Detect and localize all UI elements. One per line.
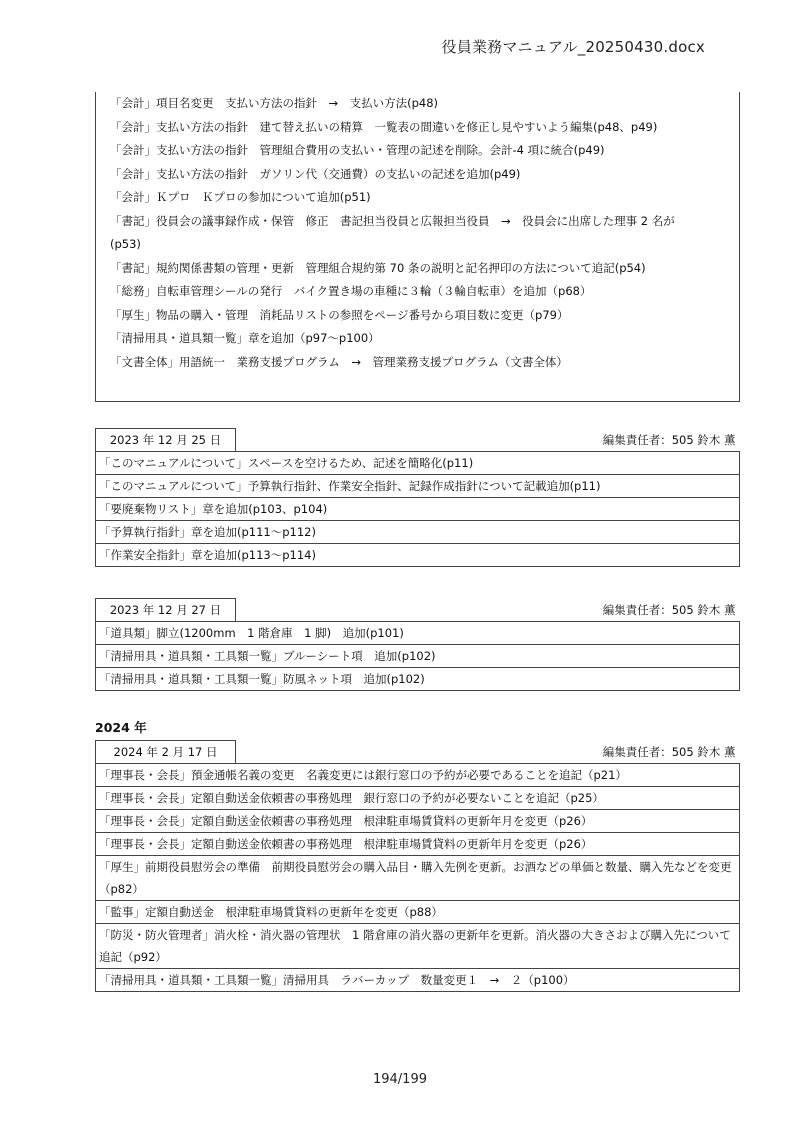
change-log-table-2023-12-25 bbox=[95, 428, 740, 567]
entry-editor: 編集責任者：505 鈴木 薫 bbox=[236, 429, 740, 452]
document-filename: 役員業務マニュアル_20250430.docx bbox=[441, 38, 705, 56]
table-row: 「要廃棄物リスト」章を追加(p103、p104) bbox=[96, 498, 740, 521]
log-line: (p53) bbox=[110, 237, 141, 251]
change-log-table-2023-12-27 bbox=[95, 598, 740, 691]
table-row: 「このマニュアルについて」予算執行指針、作業安全指針、記録作成指針について記載追加(p11) bbox=[96, 475, 740, 498]
continued-change-log bbox=[95, 92, 740, 402]
table-row: 「予算執行指針」章を追加(p111～p112) bbox=[96, 521, 740, 544]
log-line: 「清掃用具・道具類一覧」章を追加（p97～p100） bbox=[110, 331, 380, 345]
table-row: 「道具類」脚立(1200mm 1 階倉庫 1 脚) 追加(p101) bbox=[96, 622, 740, 645]
log-line: 「会計」Ｋプロ Ｋプロの参加について追加(p51) bbox=[110, 190, 371, 204]
log-line: 「厚生」物品の購入・管理 消耗品リストの参照をページ番号から項目数に変更（p79） bbox=[110, 307, 569, 322]
log-line: 「書記」規約関係書類の管理・更新 管理組合規約第 70 条の説明と記名押印の方法について追記(p54) bbox=[110, 260, 646, 275]
change-log-table-2024-02-17 bbox=[95, 740, 740, 992]
log-line: 「会計」支払い方法の指針 建て替え払いの精算 一覧表の間違いを修正し見やすいよう編集(p48、p49) bbox=[110, 119, 658, 134]
table-row: 「理事長・会長」預金通帳名義の変更 名義変更には銀行窓口の予約が必要であることを追記（p21） bbox=[96, 764, 740, 787]
entry-date: 2023 年 12 月 25 日 bbox=[96, 429, 236, 452]
table-row: 「理事長・会長」定額自動送金依頼書の事務処理 根津駐車場賃貸料の更新年月を変更（p26） bbox=[96, 810, 740, 833]
entry-date: 2023 年 12 月 27 日 bbox=[96, 599, 236, 622]
table-row: 「このマニュアルについて」スペースを空けるため、記述を簡略化(p11) bbox=[96, 452, 740, 475]
log-line: 「総務」自転車管理シールの発行 バイク置き場の車種に３輪（３輪自転車）を追加（p68） bbox=[110, 284, 592, 298]
table-row: 「清掃用具・道具類・工具類一覧」ブルーシート項 追加(p102) bbox=[96, 645, 740, 668]
page-number: 194/199 bbox=[372, 1072, 427, 1087]
table-row: 「清掃用具・道具類・工具類一覧」防風ネット項 追加(p102) bbox=[96, 668, 740, 691]
table-row: 「監事」定額自動送金 根津駐車場賃貸料の更新年を変更（p88） bbox=[96, 901, 740, 924]
log-line: 「会計」支払い方法の指針 管理組合費用の支払い・管理の記述を削除。会計-4 項に統合(p49) bbox=[110, 143, 605, 157]
table-row: 「理事長・会長」定額自動送金依頼書の事務処理 銀行窓口の予約が必要ないことを追記（p25） bbox=[96, 787, 740, 810]
table-row: 「防災・防火管理者」消火栓・消火器の管理状 1 階倉庫の消火器の更新年を更新。消火器の大きさおよび購入先について追記（p92） bbox=[96, 924, 740, 969]
log-line: 「書記」役員会の議事録作成・保管 修正 書記担当役員と広報担当役員 → 役員会に出席した理事 2 名が bbox=[110, 213, 675, 228]
table-row: 「厚生」前期役員慰労会の準備 前期役員慰労会の購入品目・購入先例を更新。お酒などの単価と数量、購入先などを変更（p82） bbox=[96, 856, 740, 901]
table-row: 「作業安全指針」章を追加(p113～p114) bbox=[96, 544, 740, 567]
log-line: 「文書全体」用語統一 業務支援プログラム → 管理業務支援プログラム（文書全体） bbox=[110, 354, 568, 369]
log-line: 「会計」支払い方法の指針 ガソリン代（交通費）の支払いの記述を追加(p49) bbox=[110, 166, 521, 181]
table-row: 「清掃用具・道具類・工具類一覧」清掃用具 ラバーカップ 数量変更１ → ２（p100） bbox=[96, 969, 740, 992]
entry-editor: 編集責任者：505 鈴木 薫 bbox=[236, 599, 740, 622]
table-row: 「理事長・会長」定額自動送金依頼書の事務処理 根津駐車場賃貸料の更新年月を変更（p26） bbox=[96, 833, 740, 856]
entry-date: 2024 年 2 月 17 日 bbox=[96, 741, 236, 764]
entry-editor: 編集責任者：505 鈴木 薫 bbox=[236, 741, 740, 764]
log-line: 「会計」項目名変更 支払い方法の指針 → 支払い方法(p48) bbox=[110, 96, 439, 110]
year-heading: 2024 年 bbox=[95, 720, 147, 735]
